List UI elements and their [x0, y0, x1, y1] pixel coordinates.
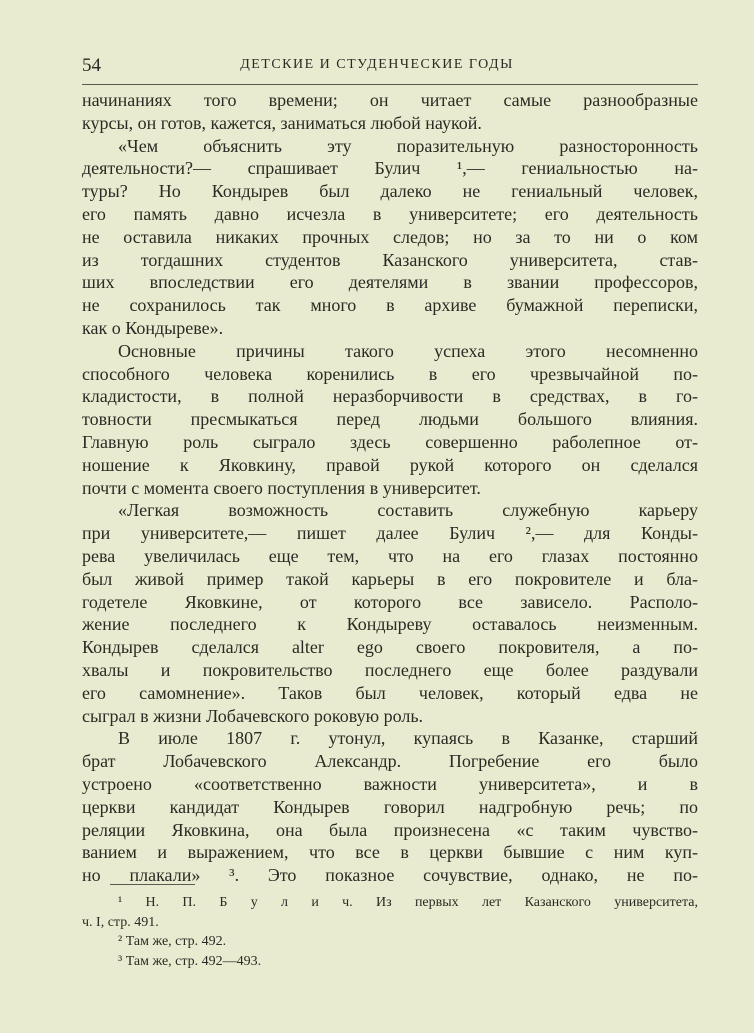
text-line: Кондырев сделался alter ego своего покровителя, а по-: [82, 637, 698, 658]
text-line: не сохранилось так много в архиве бумажной переписки,: [82, 295, 698, 316]
footnotes: [82, 893, 698, 971]
text-line: но плакали» ³. Это показное сочувствие, однако, не по-: [82, 865, 698, 886]
running-title: ДЕТСКИЕ И СТУДЕНЧЕСКИЕ ГОДЫ: [240, 57, 514, 72]
text-line: способного человека коренились в его чрезвычайной по-: [82, 363, 698, 384]
footnote: ¹ Н. П. Б у л и ч. Из первых лет Казанского университета,: [118, 895, 698, 910]
text-line: из тогдашних студентов Казанского университета, став-: [82, 249, 698, 270]
text-line: при университете,— пишет далее Булич ²,— для Конды-: [82, 523, 698, 544]
text-line: деятельности?— спрашивает Булич ¹,— гениальностью на-: [82, 158, 698, 179]
text-line: церкви кандидат Кондырев говорил надгробную речь; по: [82, 796, 698, 817]
text-line: его память давно исчезла в университете; его деятельность: [82, 203, 698, 224]
text-line: кладистости, в полной неразборчивости в средствах, в го-: [82, 386, 698, 407]
text-line: Основные причины такого успеха этого несомненно: [118, 340, 698, 361]
text-line: жение последнего к Кондыреву оставалось неизменным.: [82, 614, 698, 635]
text-line: реляции Яковкина, она была произнесена «с таким чувство-: [82, 819, 698, 840]
text-line: почти с момента своего поступления в университет.: [82, 477, 481, 498]
text-line: В июле 1807 г. утонул, купаясь в Казанке, старший: [118, 728, 698, 749]
footnote-rule: [110, 884, 195, 885]
text-line: ших впоследствии его деятелями в звании профессоров,: [82, 272, 698, 293]
text-line: туры? Но Кондырев был далеко не гениальный человек,: [82, 181, 698, 202]
page-number: 54: [82, 55, 101, 76]
text-line: устроено «соответственно важности университета», и в: [82, 773, 698, 794]
text-line: годетеле Яковкине, от которого все зависело. Располо-: [82, 591, 698, 612]
text-line: начинаниях того времени; он читает самые разнообразные: [82, 90, 698, 110]
text-line: рева увеличилась еще тем, что на его глазах постоянно: [82, 545, 698, 566]
text-line: ношение к Яковкину, правой рукой которого он сделался: [82, 454, 698, 475]
text-line: как о Кондыреве».: [82, 317, 224, 338]
text-line: не оставила никаких прочных следов; но за то ни о ком: [82, 226, 698, 247]
text-line: брат Лобачевского Александр. Погребение его было: [82, 751, 698, 772]
footnote: ² Там же, стр. 492.: [118, 934, 227, 949]
body-text: [82, 89, 698, 887]
text-line: был живой пример такой карьеры в его покровителе и бла-: [82, 568, 698, 589]
text-line: «Легкая возможность составить служебную карьеру: [118, 500, 698, 521]
text-line: его самомнение». Таков был человек, который едва не: [82, 682, 698, 703]
footnote: ч. I, стр. 491.: [82, 914, 159, 930]
footnote: ³ Там же, стр. 492—493.: [118, 953, 262, 969]
text-line: курсы, он готов, кажется, заниматься любой наукой.: [82, 112, 482, 133]
text-line: «Чем объяснить эту поразительную разносторонность: [118, 135, 698, 156]
text-line: товности пресмыкаться перед людьми большого влияния.: [82, 409, 698, 430]
header-rule: [82, 84, 698, 85]
text-line: Главную роль сыграло здесь совершенно раболепное от-: [82, 431, 698, 452]
text-line: хвалы и покровительство последнего еще более раздували: [82, 659, 698, 680]
text-line: ванием и выражением, что все в церкви бывшие с ним куп-: [82, 842, 698, 863]
text-line: сыграл в жизни Лобачевского роковую роль.: [82, 705, 424, 726]
